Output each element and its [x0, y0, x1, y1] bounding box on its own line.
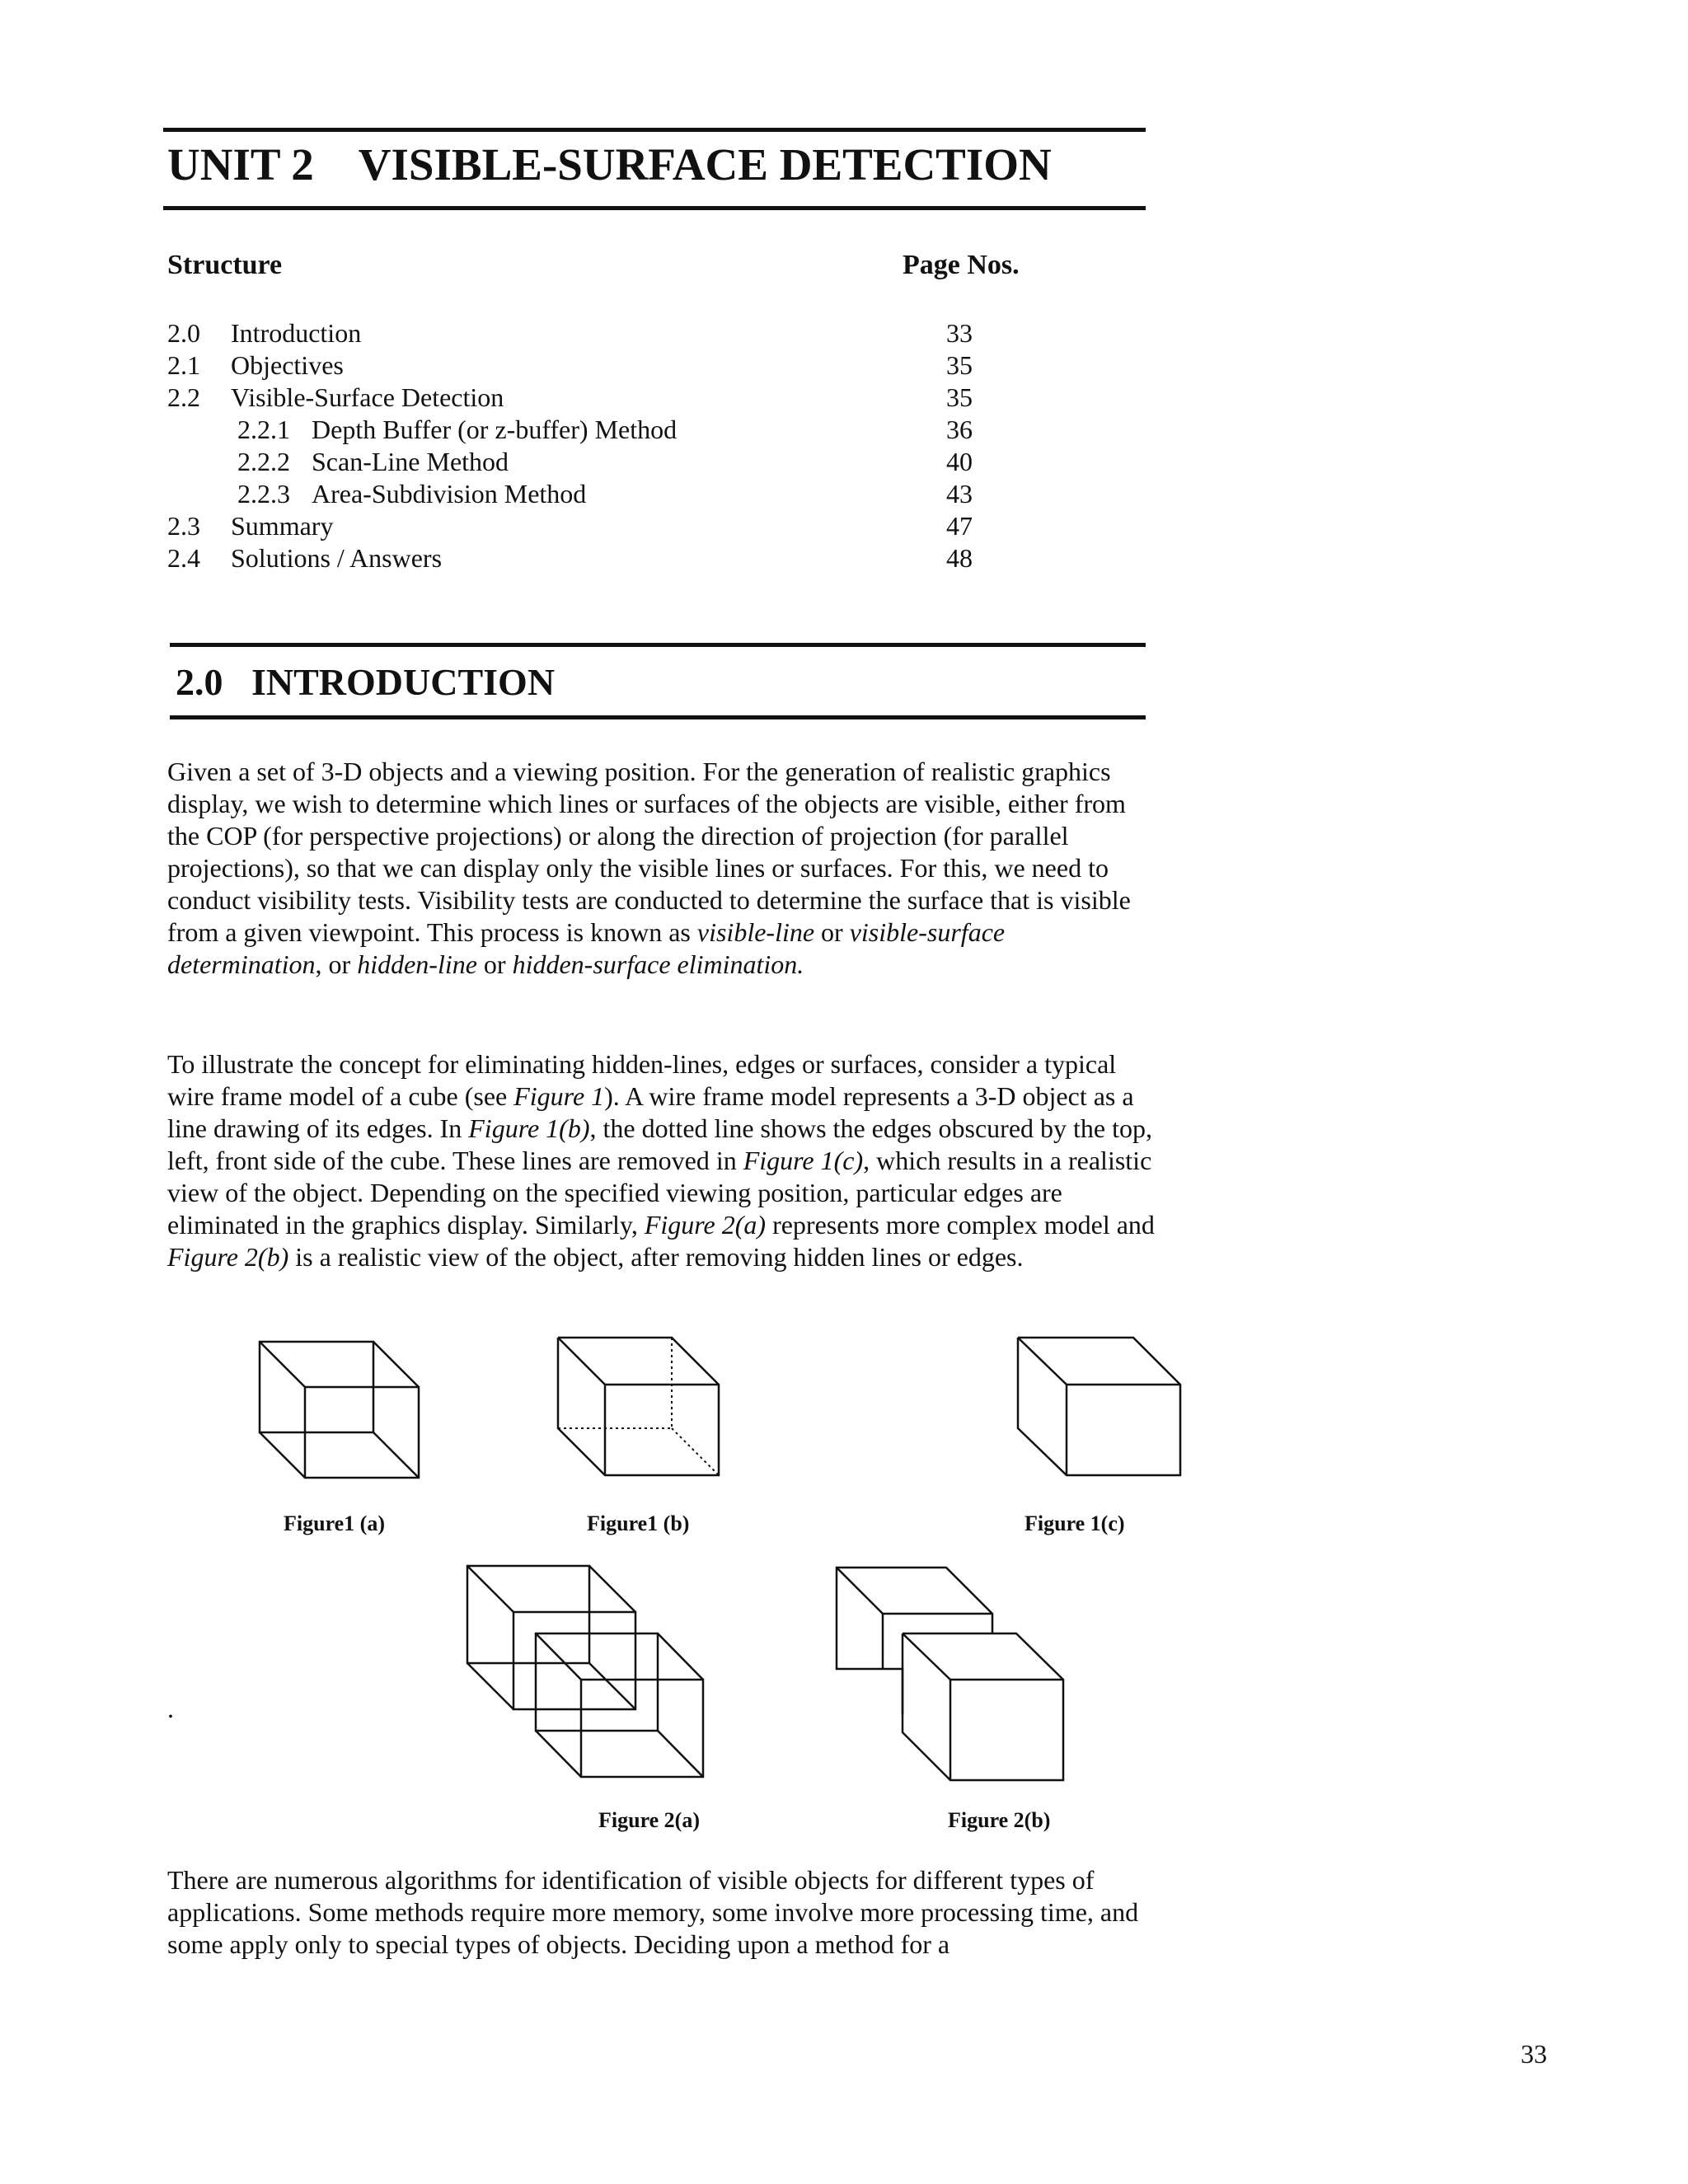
figure-1c-solid-cube	[1010, 1331, 1191, 1488]
figure-2a-overlapping-wireframes	[457, 1558, 721, 1797]
toc-number: 2.1	[167, 350, 200, 380]
toc-number: 2.2.1	[237, 415, 290, 444]
toc-item	[167, 382, 1008, 414]
unit-bottom-rule	[163, 206, 1146, 210]
toc-item	[167, 317, 1008, 349]
toc-item	[167, 510, 1008, 542]
page-number: 33	[1521, 2039, 1547, 2069]
toc-page: 36	[946, 415, 973, 444]
toc-title: Scan-Line Method	[312, 447, 509, 476]
figure-2a-caption: Figure 2(a)	[598, 1808, 700, 1832]
figure-1a-caption: Figure1 (a)	[284, 1511, 385, 1535]
term-visible-surface: visible-surface determination	[167, 917, 1006, 979]
term-hidden-surface: hidden-surface elimination.	[512, 949, 804, 979]
toc-title: Solutions / Answers	[231, 543, 443, 573]
figure-2b-caption: Figure 2(b)	[948, 1808, 1051, 1832]
term-visible-line: visible-line	[696, 917, 815, 947]
toc-item	[167, 542, 1008, 574]
page-numbers-heading: Page Nos.	[903, 250, 1020, 280]
wireframe-paragraph: To illustrate the concept for eliminating hidden-lines, edges or surfaces, consider a typical wire frame model of a cube (see Figure 1). A wire frame model represents a 3-D object as a line drawing of its edges. In Figure 1(b), the dotted line shows the edges obscured by the top, left, front side of the cube. These lines are removed in Figure 1(c), which results in a realistic view of the object. Depending on the specified viewing position, particular edges are eliminated in the graphics display. Similarly, Figure 2(a) represents more complex model and Figure 2(b) is a realistic view of the object, after removing hidden lines or edges.	[167, 1049, 1155, 1272]
structure-heading: Structure	[167, 250, 283, 280]
toc-page: 35	[946, 382, 973, 412]
structure-list	[167, 317, 1008, 574]
unit-top-rule	[163, 128, 1146, 132]
toc-number: 2.0	[167, 318, 200, 348]
toc-item	[167, 349, 1008, 382]
toc-title: Objectives	[231, 350, 344, 380]
toc-number: 2.2	[167, 382, 200, 412]
toc-number: 2.2.3	[237, 479, 290, 509]
term-hidden-line: hidden-line	[357, 949, 477, 979]
toc-page: 40	[946, 447, 973, 476]
toc-number: 2.2.2	[237, 447, 290, 476]
toc-number: 2.3	[167, 511, 200, 541]
toc-title: Visible-Surface Detection	[231, 382, 504, 412]
toc-page: 47	[946, 511, 973, 541]
toc-title: Introduction	[231, 318, 362, 348]
ref-figure-2a: Figure 2(a)	[644, 1210, 767, 1240]
ref-figure-1b: Figure 1(b)	[468, 1113, 590, 1143]
toc-subitem	[167, 446, 1008, 478]
toc-subitem	[167, 414, 1008, 446]
toc-page: 35	[946, 350, 973, 380]
ref-figure-1: Figure 1	[513, 1081, 605, 1111]
figure-1a-wireframe-cube	[247, 1335, 429, 1492]
ref-figure-2b: Figure 2(b)	[167, 1242, 289, 1272]
intro-paragraph: Given a set of 3-D objects and a viewing position. For the generation of realistic graphics display, we wish to determine which lines or surfaces of the objects are visible, either from the COP (for perspective projections) or along the direction of projection (for parallel projections), so that we can display only the visible lines or surfaces. For this, we need to conduct visibility tests. Visibility tests are conducted to determine the surface that is visible from a given viewpoint. This process is known as visible-line or visible-surface determination, or hidden-line or hidden-surface elimination.	[167, 757, 1131, 979]
algorithms-paragraph: There are numerous algorithms for identification of visible objects for different types of applications. Some methods require more memory, some involve more processing time, and some apply only to special types of objects. Deciding upon a method for a	[167, 1865, 1139, 1959]
toc-title: Depth Buffer (or z-buffer) Method	[312, 415, 678, 444]
stray-period: .	[167, 1694, 174, 1723]
figure-1b-caption: Figure1 (b)	[587, 1511, 690, 1535]
ref-figure-1c: Figure 1(c)	[743, 1146, 864, 1175]
toc-title: Area-Subdivision Method	[312, 479, 587, 509]
figure-1c-caption: Figure 1(c)	[1025, 1511, 1125, 1535]
toc-title: Summary	[231, 511, 334, 541]
toc-page: 33	[946, 318, 973, 348]
toc-page: 43	[946, 479, 973, 509]
figure-2b-overlapping-solids	[827, 1558, 1074, 1788]
figure-1b-dotted-cube	[548, 1331, 729, 1488]
unit-title: UNIT 2 VISIBLE-SURFACE DETECTION	[167, 139, 1052, 190]
section-top-rule	[170, 643, 1146, 647]
section-bottom-rule	[170, 715, 1146, 719]
toc-page: 48	[946, 543, 973, 573]
toc-subitem	[167, 478, 1008, 510]
toc-number: 2.4	[167, 543, 200, 573]
section-title: 2.0 INTRODUCTION	[176, 661, 556, 703]
